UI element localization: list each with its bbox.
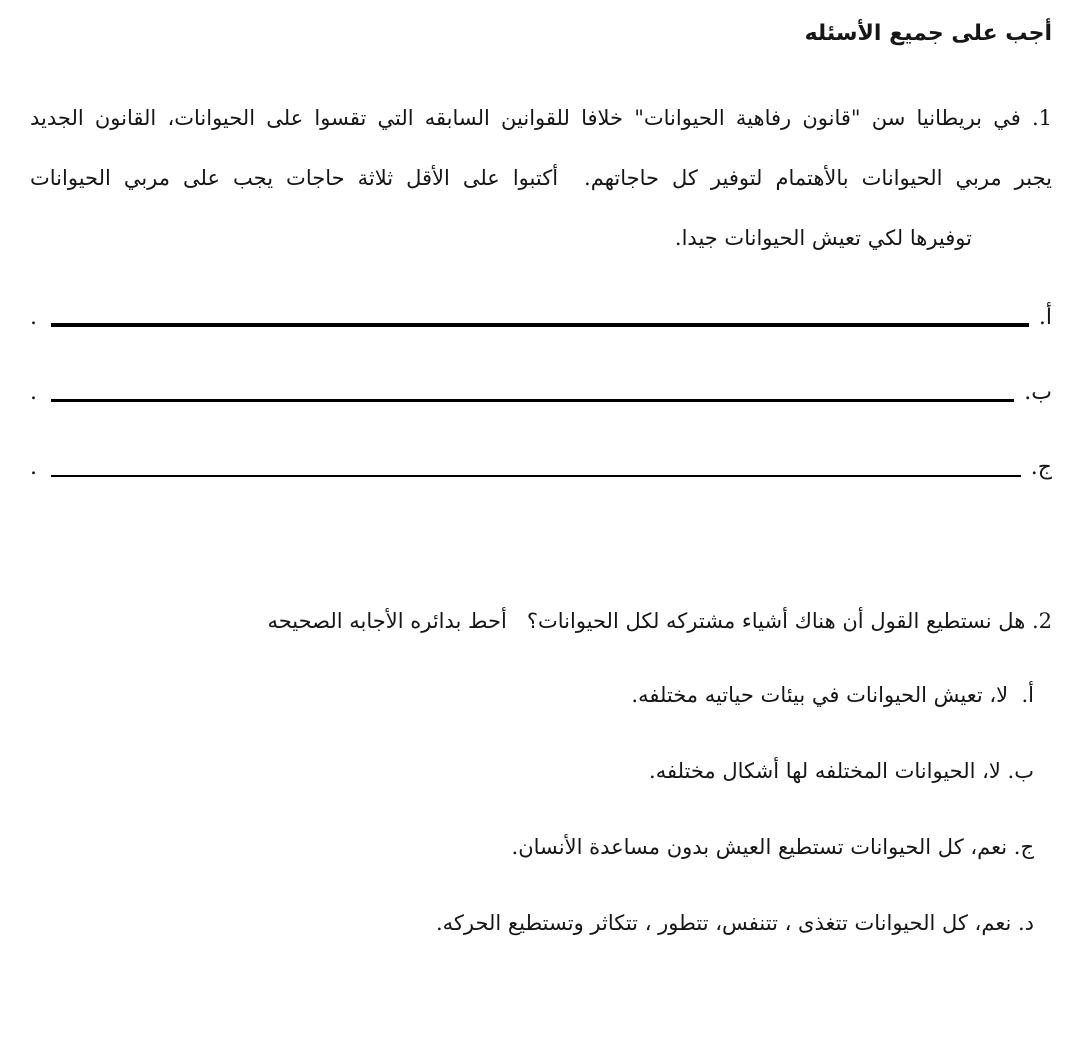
question-2-options (30, 657, 1052, 961)
answer-row-b (30, 343, 1052, 418)
question-1-line-3: توفيرها لكي تعيش الحيوانات جيدا. (674, 226, 972, 250)
answer-label-a: أ. (1038, 305, 1052, 330)
answer-blank-line-a[interactable] (51, 323, 1029, 327)
question-1-line-1: 1. في بريطانيا سن "قانون رفاهية الحيوانات" خلافا للقوانين السابقه التي تقسوا على الحيوانات، القانون الجديد (30, 106, 1052, 130)
question-1 (30, 88, 1052, 268)
option-c[interactable]: ج. نعم، كل الحيوانات تستطيع العيش بدون مساعدة الأنسان. (511, 835, 1034, 859)
question-2-text: 2. هل نستطيع القول أن هناك أشياء مشتركه لكل الحيوانات؟ أحط بدائره الأجابه الصحيحه (267, 609, 1052, 633)
answer-blank-line-c[interactable] (51, 475, 1021, 477)
line-end-period-c: . (30, 455, 37, 480)
answer-label-b: ب. (1024, 380, 1052, 405)
answer-blank-line-b[interactable] (51, 399, 1014, 402)
answer-blanks (30, 268, 1052, 493)
line-end-period-b: . (30, 380, 37, 405)
answer-row-a (30, 268, 1052, 343)
line-end-period-a: . (30, 305, 37, 330)
page-title: أجب على جميع الأسئله (804, 20, 1052, 46)
question-2 (30, 591, 1052, 961)
option-b[interactable]: ب. لا، الحيوانات المختلفه لها أشكال مختلفه. (649, 759, 1034, 783)
option-d[interactable]: د. نعم، كل الحيوانات تتغذى ، تتنفس، تتطور ، تتكاثر وتستطيع الحركه. (435, 911, 1034, 935)
answer-label-c: ج. (1030, 455, 1052, 480)
question-1-line-2: يجبر مربي الحيوانات بالأهتمام لتوفير كل حاجاتهم. أكتبوا على الأقل ثلاثة حاجات يجب على مربي الحيوانات (30, 166, 1052, 190)
option-a[interactable]: أ. لا، تعيش الحيوانات في بيئات حياتيه مختلفه. (631, 683, 1034, 707)
answer-row-c (30, 418, 1052, 493)
